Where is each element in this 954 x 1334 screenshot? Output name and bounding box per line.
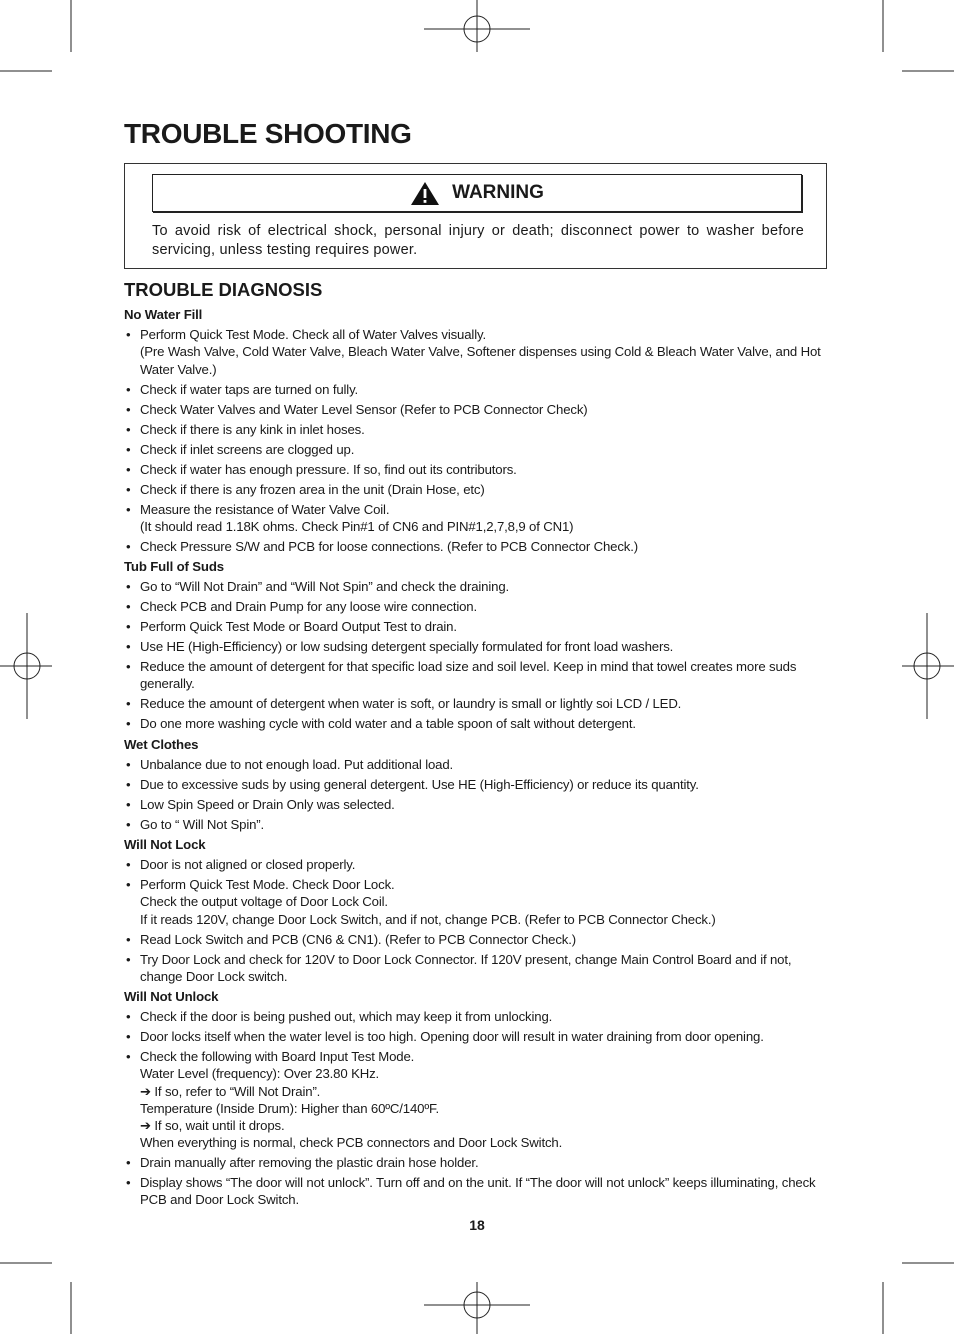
list-item (124, 796, 830, 813)
list-item-line: • Door is not aligned or closed properly. (140, 857, 356, 873)
list-item (124, 816, 830, 833)
list-item-line: • Use HE (High-Efficiency) or low sudsing detergent specially formulated for front load washers. (140, 639, 674, 655)
subsection-title: No Water Fill (124, 307, 203, 322)
list-item (124, 1028, 830, 1045)
list-item-line: • Drain manually after removing the plastic drain hose holder. (140, 1155, 479, 1171)
warning-triangle-icon (410, 181, 440, 206)
bullet-list (124, 578, 830, 732)
trouble-diagnosis-content (124, 306, 830, 1212)
list-item (124, 618, 830, 635)
list-item-line: • Check if inlet screens are clogged up. (140, 441, 355, 457)
list-item (124, 1008, 830, 1025)
warning-text: To avoid risk of electrical shock, personal injury or death; disconnect power to washer before servicing, unless testing requires power. (152, 223, 804, 258)
list-item (124, 638, 830, 655)
list-item-line: • Low Spin Speed or Drain Only was selected. (140, 796, 395, 812)
list-item (124, 931, 830, 948)
list-item-line: If it reads 120V, change Door Lock Switch, and if not, change PCB. (Refer to PCB Connector Check.) (140, 911, 716, 927)
list-item-line: (Pre Wash Valve, Cold Water Valve, Bleach Water Valve, Softener dispenses using Cold & Bleach Water Valve, and Hot Water Valve.) (140, 344, 821, 377)
list-item-line: (It should read 1.18K ohms. Check Pin#1 of CN6 and PIN#1,2,7,8,9 of CN1) (140, 518, 574, 534)
list-item-line: • Check if water has enough pressure. If so, find out its contributors. (140, 461, 517, 477)
list-item (124, 951, 830, 985)
list-item-line: Check the output voltage of Door Lock Coil. (140, 894, 388, 910)
page-number: 18 (469, 1217, 485, 1233)
list-item-line: • Reduce the amount of detergent for that specific load size and soil level. Keep in mind that towel creates more suds generally. (140, 659, 797, 692)
list-item-line: • Read Lock Switch and PCB (CN6 & CN1). (Refer to PCB Connector Check.) (140, 931, 576, 947)
list-item (124, 715, 830, 732)
list-item (124, 1048, 830, 1151)
subsection-title: Will Not Unlock (124, 989, 219, 1005)
list-item-line: ➔ If so, wait until it drops. (140, 1118, 285, 1134)
list-item (124, 501, 830, 535)
bullet-list (124, 756, 830, 833)
subsection-title: Will Not Lock (124, 837, 206, 853)
bullet-list (124, 856, 830, 985)
list-item-line: • Perform Quick Test Mode. Check Door Lock. (140, 877, 395, 893)
list-item-line: • Unbalance due to not enough load. Put additional load. (140, 756, 454, 772)
list-item-line: ➔ If so, refer to “Will Not Drain”. (140, 1083, 321, 1099)
list-item (124, 856, 830, 873)
page-title: TROUBLE SHOOTING (124, 118, 412, 149)
list-item (124, 326, 830, 378)
subsection-title: Tub Full of Suds (124, 559, 224, 575)
list-item (124, 695, 830, 712)
list-item (124, 1174, 830, 1208)
list-item-line: • Check if there is any kink in inlet hoses. (140, 421, 365, 437)
list-item-line: • Reduce the amount of detergent when water is soft, or laundry is small or lightly soi LCD / LED. (140, 696, 682, 712)
list-item-line: • Check Pressure S/W and PCB for loose connections. (Refer to PCB Connector Check.) (140, 538, 638, 554)
list-item (124, 598, 830, 615)
list-item (124, 441, 830, 458)
list-item (124, 381, 830, 398)
list-item (124, 876, 830, 928)
bullet-list (124, 1008, 830, 1208)
list-item-line: • Check Water Valves and Water Level Sensor (Refer to PCB Connector Check) (140, 401, 588, 417)
list-item-line: Temperature (Inside Drum): Higher than 60ºC/140ºF. (140, 1100, 439, 1116)
list-item (124, 538, 830, 555)
list-item (124, 1154, 830, 1171)
bullet-list (124, 326, 830, 555)
list-item (124, 776, 830, 793)
subsection-title: Wet Clothes (124, 736, 199, 752)
list-item-line: • Check the following with Board Input Test Mode. (140, 1049, 415, 1065)
list-item (124, 578, 830, 595)
warning-box (124, 163, 827, 269)
list-item-line: • Due to excessive suds by using general detergent. Use HE (High-Efficiency) or reduce its quantity. (140, 776, 699, 792)
warning-header (152, 174, 802, 212)
list-item (124, 481, 830, 498)
list-item (124, 421, 830, 438)
list-item (124, 756, 830, 773)
list-item-line: • Do one more washing cycle with cold water and a table spoon of salt without detergent. (140, 716, 636, 732)
list-item-line: • Measure the resistance of Water Valve Coil. (140, 501, 390, 517)
list-item-line: • Try Door Lock and check for 120V to Door Lock Connector. If 120V present, change Main Control Board and if not, change Door Lock switch. (140, 951, 792, 984)
list-item-line: • Door locks itself when the water level is too high. Opening door will result in water draining from door opening. (140, 1029, 764, 1045)
list-item-line: When everything is normal, check PCB connectors and Door Lock Switch. (140, 1135, 563, 1151)
section-title: TROUBLE DIAGNOSIS (124, 279, 323, 300)
list-item-line: • Check if the door is being pushed out, which may keep it from unlocking. (140, 1009, 553, 1025)
list-item-line: • Check if there is any frozen area in the unit (Drain Hose, etc) (140, 481, 485, 497)
list-item-line: • Display shows “The door will not unlock”. Turn off and on the unit. If “The door will not unlock” keeps illuminating, check PCB and Door Lock Switch. (140, 1175, 816, 1208)
list-item (124, 461, 830, 478)
list-item-line: • Go to “ Will Not Spin”. (140, 816, 265, 832)
list-item (124, 401, 830, 418)
list-item-line: Water Level (frequency): Over 23.80 KHz. (140, 1066, 380, 1082)
list-item (124, 658, 830, 692)
list-item-line: • Go to “Will Not Drain” and “Will Not Spin” and check the draining. (140, 579, 510, 595)
warning-title: WARNING (452, 182, 544, 203)
list-item-line: • Check PCB and Drain Pump for any loose wire connection. (140, 599, 477, 615)
list-item-line: • Perform Quick Test Mode. Check all of Water Valves visually. (140, 327, 486, 343)
list-item-line: • Check if water taps are turned on fully. (140, 381, 359, 397)
list-item-line: • Perform Quick Test Mode or Board Output Test to drain. (140, 619, 457, 635)
